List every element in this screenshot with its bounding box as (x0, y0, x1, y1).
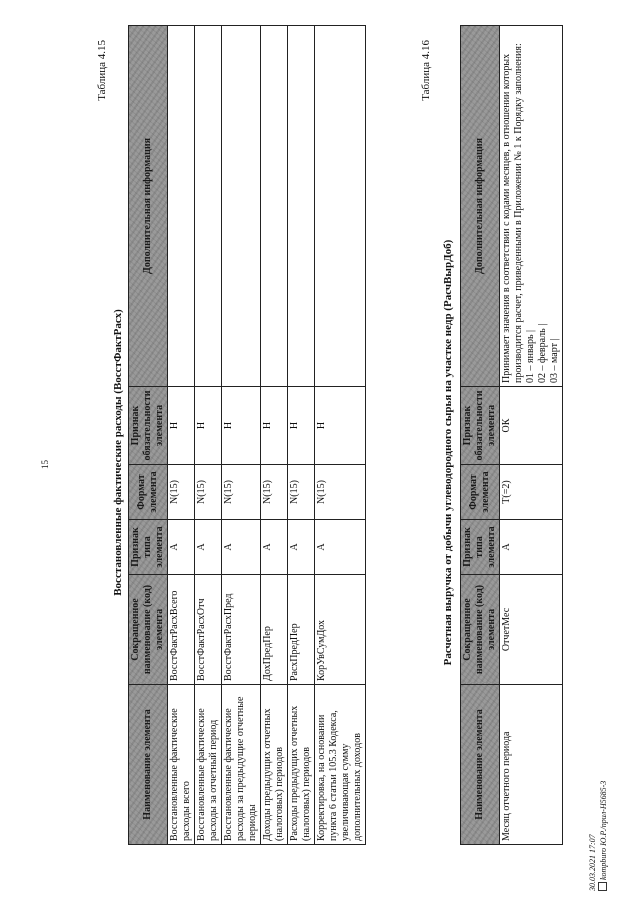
element-code-cell: ОтчетМес (500, 575, 563, 685)
element-format-cell: N(15) (195, 465, 222, 520)
footer-signature (598, 781, 609, 891)
element-type-cell: А (261, 520, 288, 575)
column-header: Признак типа элемента (129, 520, 168, 575)
info-description: Принимает значения в соответствии с кодами месяцев, в отношении которых производится расчет, приведенными в Приложении № 1 к Порядку заполнения: (501, 43, 524, 383)
table-row (500, 26, 563, 845)
element-type-cell: А (500, 520, 563, 575)
document-footer (588, 781, 609, 891)
element-name-cell: Месяц отчетного периода (500, 685, 563, 845)
element-format-cell: T(=2) (500, 465, 563, 520)
element-format-cell: N(15) (168, 465, 195, 520)
element-required-cell: Н (195, 387, 222, 465)
column-header: Формат элемента (461, 465, 500, 520)
table-row (288, 26, 315, 845)
element-format-cell: N(15) (315, 465, 366, 520)
footer-date: 30.03.2021 17:07 (588, 834, 597, 891)
element-type-cell: А (288, 520, 315, 575)
element-info-cell (261, 26, 288, 387)
table-header-row (461, 26, 500, 845)
element-required-cell: Н (288, 387, 315, 465)
element-required-cell: ОК (500, 387, 563, 465)
column-header: Наименование элемента (129, 685, 168, 845)
column-header: Признак типа элемента (461, 520, 500, 575)
element-format-cell: N(15) (261, 465, 288, 520)
element-info-cell (500, 26, 563, 387)
element-name-cell: Восстановленные фактические расходы всего (168, 685, 195, 845)
month-code-line: 03 – март | (549, 338, 560, 383)
column-header: Сокращенное наименование (код) элемента (129, 575, 168, 685)
element-code-cell: ДохПредПер (261, 575, 288, 685)
element-name-cell: Корректировка, на основании пункта 6 статьи 105.3 Кодекса, увеличивающая сумму дополнительных доходов (315, 685, 366, 845)
element-info-cell (168, 26, 195, 387)
element-info-cell (288, 26, 315, 387)
element-info-cell (222, 26, 261, 387)
element-code-cell: ВосстФактРасхПред (222, 575, 261, 685)
element-format-cell: N(15) (222, 465, 261, 520)
element-info-cell (315, 26, 366, 387)
element-name-cell: Расходы предыдущих отчетных (налоговых) периодов (288, 685, 315, 845)
table-number-label: Таблица 4.15 (96, 40, 108, 101)
table-row (261, 26, 288, 845)
month-code-line: 02 – февраль | (537, 323, 548, 383)
element-name-cell: Восстановленные фактические расходы за предыдущие отчетные периоды (222, 685, 261, 845)
element-type-cell: А (222, 520, 261, 575)
element-type-cell: А (195, 520, 222, 575)
element-required-cell: Н (261, 387, 288, 465)
table-row (195, 26, 222, 845)
column-header: Сокращенное наименование (код) элемента (461, 575, 500, 685)
column-header: Признак обязательности элемента (129, 387, 168, 465)
element-code-cell: КорУвСумДох (315, 575, 366, 685)
table-title: Восстановленные фактические расходы (ВосстФактРасх) (112, 309, 124, 596)
data-table (460, 25, 563, 845)
column-header: Наименование элемента (461, 685, 500, 845)
column-header: Признак обязательности элемента (461, 387, 500, 465)
element-name-cell: Доходы предыдущих отчетных (налоговых) периодов (261, 685, 288, 845)
element-type-cell: А (315, 520, 366, 575)
element-code-cell: ВосстФактРасхВсего (168, 575, 195, 685)
element-type-cell: А (168, 520, 195, 575)
element-code-cell: РасхПредПер (288, 575, 315, 685)
element-info-cell (195, 26, 222, 387)
page-number: 15 (40, 460, 50, 469)
element-code-cell: ВосстФактРасхОтч (195, 575, 222, 685)
month-code-line: 01 – январь | (525, 329, 536, 383)
table-title: Расчетная выручка от добычи углеводородного сырья на участке недр (РасчВырДоб) (442, 239, 454, 666)
table-header-row (129, 26, 168, 845)
element-required-cell: Н (315, 387, 366, 465)
column-header: Дополнительная информация (461, 26, 500, 387)
element-required-cell: Н (222, 387, 261, 465)
table-row (315, 26, 366, 845)
document-icon (598, 882, 607, 891)
column-header: Формат элемента (129, 465, 168, 520)
footer-signature-text: kompburo Ю.Р./прил-Н5685-3 (599, 780, 608, 880)
element-name-cell: Восстановленные фактические расходы за отчетный период (195, 685, 222, 845)
table-row (222, 26, 261, 845)
data-table (128, 25, 366, 845)
element-required-cell: Н (168, 387, 195, 465)
table-row (168, 26, 195, 845)
column-header: Дополнительная информация (129, 26, 168, 387)
table-number-label: Таблица 4.16 (420, 40, 432, 101)
element-format-cell: N(15) (288, 465, 315, 520)
